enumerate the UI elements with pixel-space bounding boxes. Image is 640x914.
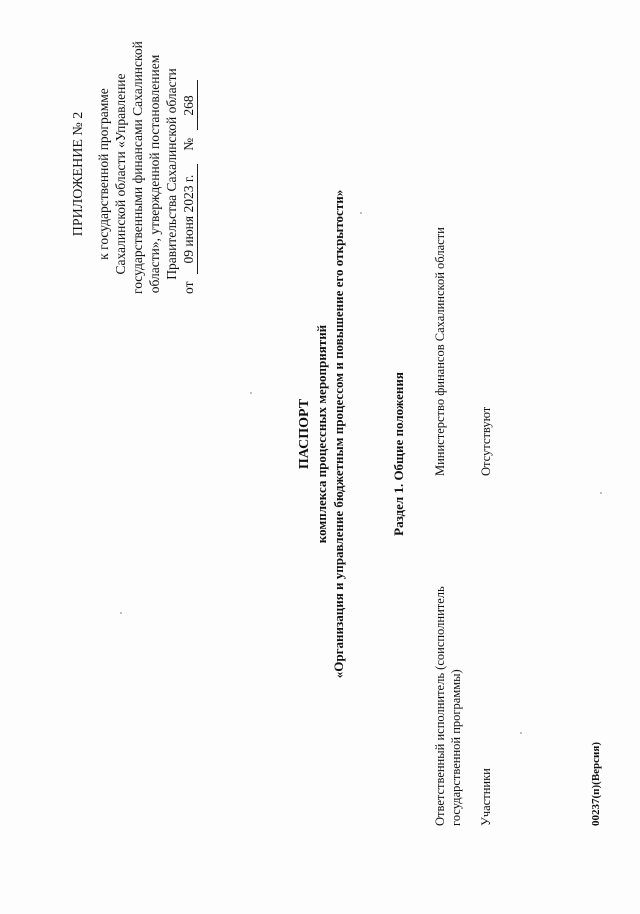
row-label-participants: Участники	[479, 768, 493, 826]
scan-speck	[600, 493, 602, 495]
scan-speck	[120, 613, 122, 615]
row-value-participants: Отсутствуют	[479, 406, 493, 476]
appendix-line-2: Сахалинской области «Управление	[113, 73, 128, 275]
row-label-responsible: Ответственный исполнитель (соисполнитель государственной программы)	[433, 586, 463, 826]
title-subtitle: комплекса процессных мероприятий	[314, 324, 329, 544]
document-code: 00237(п)(Версия)	[590, 742, 602, 826]
title-program-name: «Организация и управление бюджетным процессом и повышение его открытости»	[331, 189, 346, 679]
number-value: 268	[180, 81, 198, 131]
appendix-line-3: государственными финансами Сахалинской	[130, 41, 145, 294]
appendix-date-line	[180, 54, 198, 294]
date-prefix: от	[181, 281, 196, 294]
title-passport: ПАСПОРТ	[297, 398, 312, 470]
section-heading: Раздел 1. Общие положения	[391, 372, 406, 536]
date-value: 09 июня 2023 г.	[180, 164, 198, 274]
appendix-line-5: Правительства Сахалинской области	[164, 68, 179, 280]
appendix-line-4: области», утвержденной постановлением	[147, 54, 162, 294]
appendix-block	[70, 41, 198, 294]
scan-speck	[250, 393, 252, 395]
number-prefix: №	[181, 137, 196, 151]
scan-speck	[520, 733, 522, 735]
appendix-line-1: к государственной программе	[96, 88, 111, 260]
title-block	[296, 154, 347, 714]
row-value-responsible: Министерство финансов Сахалинской области	[433, 227, 447, 476]
scan-speck	[360, 213, 362, 215]
appendix-heading: ПРИЛОЖЕНИЕ № 2	[71, 111, 86, 237]
